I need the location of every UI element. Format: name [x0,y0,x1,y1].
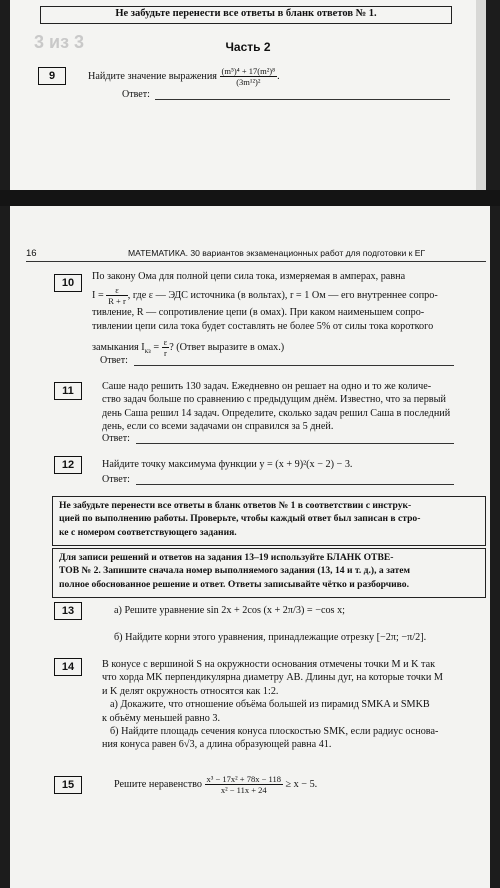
task-11-answer-line[interactable] [136,443,454,444]
task-12-answer-label: Ответ: [102,474,130,485]
task-13-part-b: б) Найдите корни этого уравнения, принадлежащие отрезку [−2π; −π/2]. [114,632,427,643]
task-15-text: Решите неравенство $\frac{\text{x³ − 17x² + 78x − 118}}{\text{x² − 11x + 24}}$ ≥ x − 5. [114,774,318,795]
notice-box-answers: Не забудьте перенести все ответы в бланк ответов № 1 в соответствии с инструк- цией по выполнению работы. Проверьте, чтобы каждый ответ был записан в стро- ке с номером соответствующего задания. [52,496,486,546]
task-9-text: Найдите значение выражения $\frac{\text{(m⁵)⁴ + 17(m²)⁸}}{\text{(3m¹²)²}}$ . [88,66,280,87]
task-10-number: 10 [54,274,82,292]
page-counter: 3 из 3 [34,32,85,52]
task-14-number: 14 [54,658,82,676]
task-9-expression: $\frac{\text{(m⁵)⁴ + 17(m²)⁸}}{\text{(3m¹²)²}}$ [221,66,276,87]
ohm-fraction: $\frac{\varepsilon}{R + r}$ [108,285,126,307]
task-10-answer-label: Ответ: [100,355,128,366]
header-rule [26,261,486,262]
task-10-answer-line[interactable] [134,365,454,366]
part-title: Часть 2 [225,40,271,54]
short-circuit-fraction: $\frac{\varepsilon}{r}$ [163,337,168,359]
exam-page-main [10,206,490,888]
task-12-answer-line[interactable] [136,484,454,485]
page-edge [476,0,486,190]
top-notice-text: Не забудьте перенести все ответы в бланк ответов № 1. [115,8,377,19]
task-14-text: В конусе с вершиной S на окружности основания отмечены точки M и K так что хорда MK перпендикулярна диаметру AB. Длины дуг, на которые точки M и K делят окружность относятся как 1:2. а) Докажите, что отношение объёма большей из пирамид SMKA и SMKB к объёму меньшей равно 3. б) Найдите площадь сечения конуса плоскостью SMK, если радиус основа- ния конуса равен 6√3, а длина образующей равна 41. [102,659,443,751]
top-notice-box [40,6,452,24]
task-13-number: 13 [54,602,82,620]
task-9-number: 9 [38,67,66,85]
task-15-inequality: $\frac{\text{x³ − 17x² + 78x − 118}}{\text{x² − 11x + 24}}$ [206,774,281,795]
task-10-text: По закону Ома для полной цепи сила тока, измеряемая в амперах, равна I = $\frac{\varepsilon}{R + r}$ , где ε — ЭДС источника (в вольтах), r = 1 Ом — его внутреннее сопро- тивление, R — сопротивление цепи (в омах). При каком наименьшем сопро- тивлении цепи сила тока будет составлять не более 5% от силы тока короткого замыкания $I_{кз}$ = $\frac{\varepsilon}{r}$ ? (Ответ выразите в омах.) [92,271,438,359]
task-15-number: 15 [54,776,82,794]
exam-page-top [10,0,486,190]
task-12-number: 12 [54,456,82,474]
task-9-answer-label: Ответ: [122,89,150,100]
task-9-answer-line[interactable] [155,99,450,100]
task-12-text: Найдите точку максимума функции y = (x + 9)²(x − 2) − 3. [102,459,353,470]
task-11-number: 11 [54,382,82,400]
task-13-part-a: а) Решите уравнение sin 2x + 2cos (x + 2π/3) = −cos x; [114,605,345,616]
page-gap [0,190,500,206]
task-11-text: Саше надо решить 130 задач. Ежедневно он решает на одно и то же количе- ство задач больше по сравнению с предыдущим днём. Известно, что за первый день Саша решил 14 задач. Определите, сколько задач решил Саша в последний день, если со всеми задачами он справился за 5 дней. [102,381,451,433]
notice-box-solutions: Для записи решений и ответов на задания 13–19 используйте БЛАНК ОТВЕ- ТОВ № 2. Запишите сначала номер выполняемого задания (13, 14 и т. д.), а затем полное обоснованное решение и ответ. Ответы записывайте чётко и разборчиво. [52,548,486,598]
page-number: 16 [26,248,37,259]
task-11-answer-label: Ответ: [102,433,130,444]
page-header-title: МАТЕМАТИКА. 30 вариантов экзаменационных работ для подготовки к ЕГ [128,248,426,258]
